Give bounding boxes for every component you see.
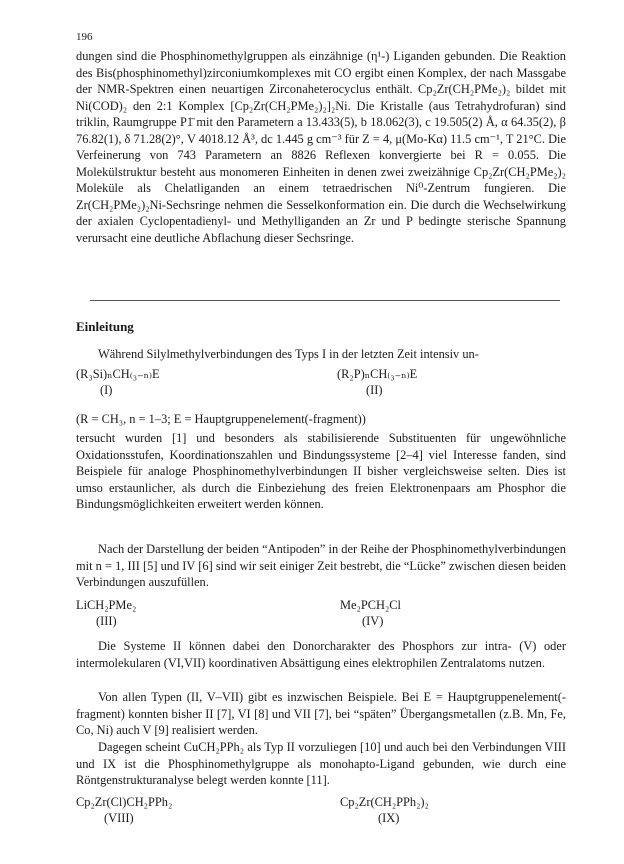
systeme-paragraph: Die Systeme II können dabei den Donorcharakter des Phosphors zur intra- (V) oder intermolekularen (VI,VII) koordinativen Absättigung eines elektrophilen Zentralatoms nutzen. [76, 639, 566, 670]
formula-iv: Me₂PCH₂Cl [340, 598, 401, 612]
dagegen-paragraph: Dagegen scheint CuCH₂PPh₂ als Typ II vorzuliegen [10] und auch bei den Verbindungen VIII und IX ist die Phosphinomethylgruppe als monohapto-Ligand gebunden, wie durch eine Röntgenstrukturanalyse belegt werden konnte [11]. [76, 740, 566, 787]
formula-ix: Cp₂Zr(CH₂PPh₂)₂ [340, 795, 429, 809]
formula-viii: Cp₂Zr(Cl)CH₂PPh₂ [76, 795, 173, 809]
section-heading: Einleitung [76, 319, 134, 334]
label-i: (I) [100, 383, 113, 397]
formula-legend: (R = CH₃, n = 1–3; E = Hauptgruppenelement(-fragment)) [76, 412, 366, 426]
label-ix: (IX) [378, 811, 400, 825]
label-ii: (II) [366, 383, 383, 397]
label-iv: (IV) [362, 614, 384, 628]
abstract-paragraph: dungen sind die Phosphinomethylgruppen als einzähnige (η¹-) Liganden gebunden. Die Reaktion des Bis(phosphinomethyl)zirconiumkomplexes mit CO ergibt einen Komplex, der nach Massgabe der NMR-Spektren einen neuartigen Zirconaheterocyclus enthält. Cp₂Zr(CH₂PMe₂)₂ bildet mit Ni(COD)₂ den 2:1 Komplex [Cp₂Zr(CH₂PMe₂)₂]₂Ni. Die Kristalle (aus Tetrahydrofuran) sind triklin, Raumgruppe P1̄ mit den Parametern a 13.433(5), b 18.062(3), c 19.505(2) Å, α 64.35(2), β 76.82(1), δ 71.28(2)°, V 4018.12 Å³, dc 1.445 g cm⁻³ für Z = 4, μ(Mo-Kα) 11.5 cm⁻¹, T 21°C. Die Verfeinerung von 743 Parametern an 8826 Reflexen konvergierte bei R = 0.055. Die Molekülstruktur besteht aus monomeren Einheiten in denen zwei zweizähnige Cp₂Zr(CH₂PMe₂)₂ Moleküle als Chelatliganden an einem tetraedrischen Ni⁰-Zentrum fungieren. Die Zr(CH₂PMe₂)₂Ni-Sechsringe nehmen die Sesselkonformation ein. Die durch die Wechselwirkung der axialen Cyclopentadienyl- und Methylliganden an Zr und P bedingte sterische Spannung verursacht eine deutliche Abflachung dieser Sechsringe. [76, 49, 566, 245]
formula-iii: LiCH₂PMe₂ [76, 598, 137, 612]
antipoden-paragraph: Nach der Darstellung der beiden “Antipoden” in der Reihe der Phosphinomethylverbindungen mit n = 1, III [5] und IV [6] sind wir seit einiger Zeit bestrebt, die “Lücke” zwischen diesen beiden Verbindungen auszufüllen. [76, 542, 566, 589]
intro-continuation: tersucht wurden [1] und besonders als stabilisierende Substituenten für ungewöhnliche Oxidationsstufen, Koordinationszahlen und Bindungssysteme [2–4] viel Interesse fanden, sind Beispiele für analoge Phosphinomethylverbindungen II bisher vergleichsweise selten. Dies ist umso erstaunlicher, als durch die Einbeziehung des freien Elektronenpaars am Phosphor die Bindungsmöglichkeiten erweitert werden können. [76, 431, 566, 511]
intro-paragraph: Während Silylmethylverbindungen des Typs I in der letzten Zeit intensiv un- [98, 347, 479, 361]
formula-ii: (R₂P)ₙCH₍₃₋ₙ₎E [337, 367, 418, 381]
section-divider [90, 300, 560, 301]
typen-paragraph: Von allen Typen (II, V–VII) gibt es inzwischen Beispiele. Bei E = Hauptgruppenelement(-fragment) konnten bisher II [7], VI [8] und VII [7], bei “späten” Übergangsmetallen (z.B. Mn, Fe, Co, Ni) auch V [9] realisiert werden. [76, 690, 566, 737]
formula-i: (R₃Si)ₙCH₍₃₋ₙ₎E [76, 367, 160, 381]
label-iii: (III) [96, 614, 117, 628]
label-viii: (VIII) [104, 811, 134, 825]
page-number: 196 [76, 31, 93, 43]
